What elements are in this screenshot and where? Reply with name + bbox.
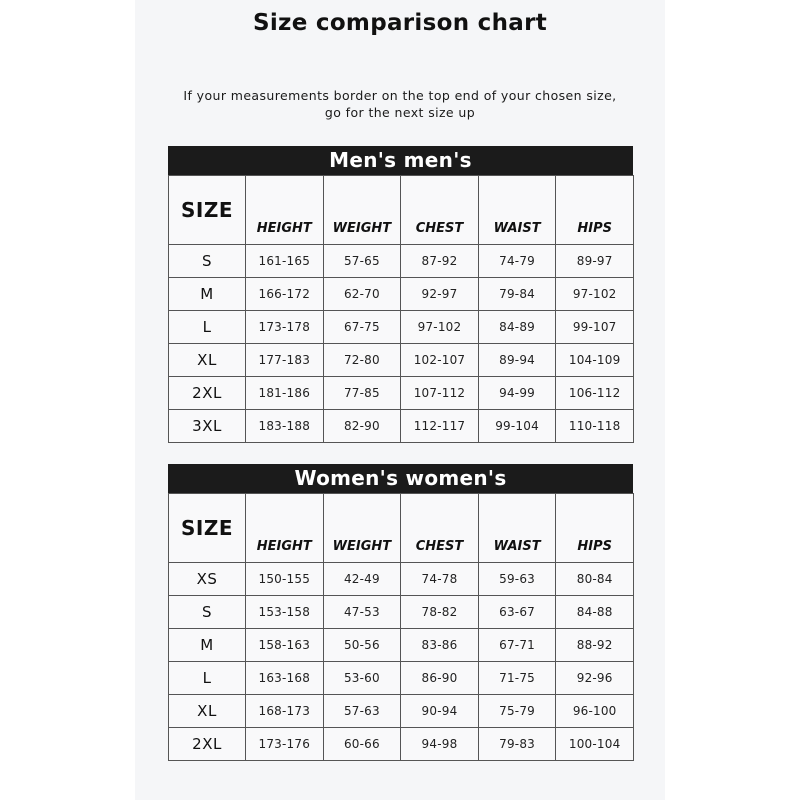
table-row	[169, 377, 634, 410]
cell-height: 181-186	[246, 377, 324, 410]
cell-size: S	[169, 596, 246, 629]
cell-chest: 90-94	[401, 695, 479, 728]
cell-weight: 82-90	[323, 410, 401, 443]
cell-waist: 84-89	[478, 311, 556, 344]
cell-weight: 72-80	[323, 344, 401, 377]
cell-chest: 74-78	[401, 563, 479, 596]
cell-waist: 74-79	[478, 245, 556, 278]
cell-height: 183-188	[246, 410, 324, 443]
cell-chest: 102-107	[401, 344, 479, 377]
cell-height: 168-173	[246, 695, 324, 728]
cell-hips: 100-104	[556, 728, 634, 761]
women-size-section	[168, 464, 633, 761]
cell-hips: 104-109	[556, 344, 634, 377]
women-section-heading: Women's women's	[168, 464, 633, 493]
table-row	[169, 596, 634, 629]
women-table-body	[169, 563, 634, 761]
table-header-row	[169, 494, 634, 563]
table-row	[169, 563, 634, 596]
table-row	[169, 728, 634, 761]
cell-weight: 57-65	[323, 245, 401, 278]
table-row	[169, 662, 634, 695]
cell-chest: 112-117	[401, 410, 479, 443]
column-header-weight: WEIGHT	[323, 176, 401, 245]
cell-hips: 92-96	[556, 662, 634, 695]
women-size-table	[168, 493, 634, 761]
cell-height: 173-176	[246, 728, 324, 761]
cell-chest: 92-97	[401, 278, 479, 311]
column-header-size: SIZE	[169, 176, 246, 245]
men-table-body	[169, 245, 634, 443]
cell-waist: 75-79	[478, 695, 556, 728]
cell-weight: 57-63	[323, 695, 401, 728]
cell-waist: 71-75	[478, 662, 556, 695]
cell-size: L	[169, 311, 246, 344]
cell-waist: 99-104	[478, 410, 556, 443]
cell-hips: 89-97	[556, 245, 634, 278]
table-row	[169, 344, 634, 377]
table-row	[169, 629, 634, 662]
cell-waist: 63-67	[478, 596, 556, 629]
cell-size: XL	[169, 344, 246, 377]
cell-chest: 86-90	[401, 662, 479, 695]
cell-waist: 89-94	[478, 344, 556, 377]
cell-height: 177-183	[246, 344, 324, 377]
cell-chest: 97-102	[401, 311, 479, 344]
cell-weight: 60-66	[323, 728, 401, 761]
column-header-waist: WAIST	[478, 494, 556, 563]
cell-chest: 94-98	[401, 728, 479, 761]
cell-hips: 110-118	[556, 410, 634, 443]
cell-weight: 42-49	[323, 563, 401, 596]
cell-hips: 99-107	[556, 311, 634, 344]
cell-weight: 53-60	[323, 662, 401, 695]
column-header-height: HEIGHT	[246, 494, 324, 563]
cell-hips: 84-88	[556, 596, 634, 629]
cell-chest: 78-82	[401, 596, 479, 629]
cell-size: 3XL	[169, 410, 246, 443]
column-header-size: SIZE	[169, 494, 246, 563]
men-size-table	[168, 175, 634, 443]
cell-size: M	[169, 629, 246, 662]
cell-waist: 94-99	[478, 377, 556, 410]
men-section-heading: Men's men's	[168, 146, 633, 175]
cell-waist: 59-63	[478, 563, 556, 596]
column-header-hips: HIPS	[556, 494, 634, 563]
cell-chest: 83-86	[401, 629, 479, 662]
column-header-weight: WEIGHT	[323, 494, 401, 563]
cell-hips: 97-102	[556, 278, 634, 311]
cell-height: 158-163	[246, 629, 324, 662]
table-row	[169, 278, 634, 311]
table-row	[169, 410, 634, 443]
cell-weight: 77-85	[323, 377, 401, 410]
cell-weight: 50-56	[323, 629, 401, 662]
table-row	[169, 245, 634, 278]
cell-size: XS	[169, 563, 246, 596]
cell-hips: 80-84	[556, 563, 634, 596]
cell-size: M	[169, 278, 246, 311]
column-header-hips: HIPS	[556, 176, 634, 245]
column-header-chest: CHEST	[401, 176, 479, 245]
cell-waist: 67-71	[478, 629, 556, 662]
cell-waist: 79-83	[478, 728, 556, 761]
column-header-chest: CHEST	[401, 494, 479, 563]
cell-size: 2XL	[169, 728, 246, 761]
cell-height: 150-155	[246, 563, 324, 596]
cell-hips: 88-92	[556, 629, 634, 662]
size-advice-line-1: If your measurements border on the top end of your chosen size,	[183, 88, 617, 103]
cell-weight: 67-75	[323, 311, 401, 344]
cell-chest: 107-112	[401, 377, 479, 410]
cell-waist: 79-84	[478, 278, 556, 311]
cell-height: 163-168	[246, 662, 324, 695]
cell-weight: 47-53	[323, 596, 401, 629]
column-header-height: HEIGHT	[246, 176, 324, 245]
cell-size: XL	[169, 695, 246, 728]
table-row	[169, 695, 634, 728]
cell-height: 166-172	[246, 278, 324, 311]
cell-height: 153-158	[246, 596, 324, 629]
cell-chest: 87-92	[401, 245, 479, 278]
cell-hips: 96-100	[556, 695, 634, 728]
cell-size: L	[169, 662, 246, 695]
size-advice-note	[0, 87, 800, 121]
men-size-section	[168, 146, 633, 443]
cell-height: 161-165	[246, 245, 324, 278]
cell-height: 173-178	[246, 311, 324, 344]
cell-weight: 62-70	[323, 278, 401, 311]
cell-size: S	[169, 245, 246, 278]
column-header-waist: WAIST	[478, 176, 556, 245]
page-title: Size comparison chart	[252, 10, 548, 36]
cell-size: 2XL	[169, 377, 246, 410]
cell-hips: 106-112	[556, 377, 634, 410]
table-row	[169, 311, 634, 344]
size-advice-line-2: go for the next size up	[324, 105, 476, 120]
table-header-row	[169, 176, 634, 245]
